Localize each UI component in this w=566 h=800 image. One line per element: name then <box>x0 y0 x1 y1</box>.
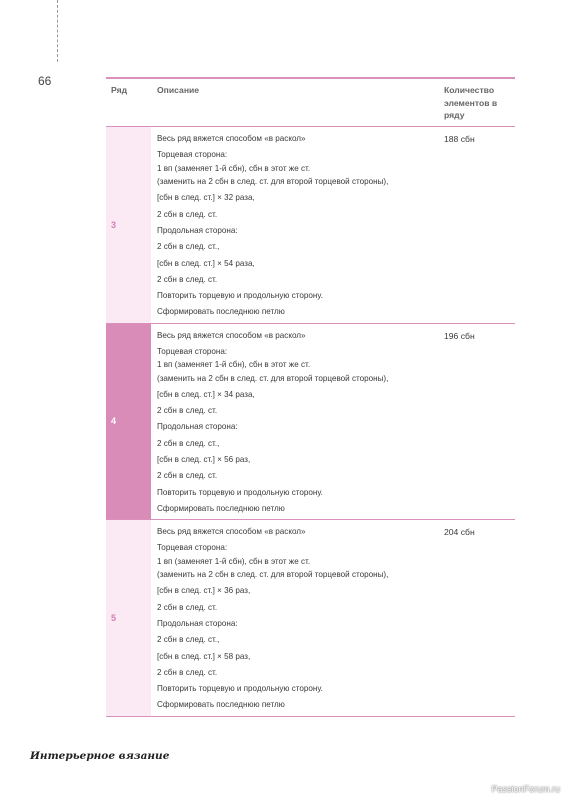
table-row <box>106 520 515 717</box>
header-count: Количество элементов в ряду <box>444 85 498 120</box>
table-row <box>106 324 515 521</box>
table-row <box>106 127 515 324</box>
row-description <box>157 131 440 321</box>
description-line: [сбн в след. ст.] × 36 раз, <box>157 586 251 596</box>
description-line: Продольная сторона: <box>157 618 238 628</box>
row-description <box>157 524 440 714</box>
table-header <box>106 79 515 127</box>
header-row: Ряд <box>111 85 128 95</box>
description-line: Продольная сторона: <box>157 422 238 432</box>
description-line: Торцевая сторона: <box>157 346 228 356</box>
description-line: 1 вп (заменяет 1-й сбн), сбн в этот же ст. <box>157 556 311 566</box>
description-line: 2 сбн в след. ст., <box>157 242 220 252</box>
description-line: (заменить на 2 сбн в след. ст. для второй торцевой стороны), <box>157 570 389 580</box>
description-line: 2 сбн в след. ст. <box>157 209 218 219</box>
description-line: [сбн в след. ст.] × 54 раза, <box>157 258 255 268</box>
description-line: 2 сбн в след. ст., <box>157 635 220 645</box>
description-line: Весь ряд вяжется способом «в раскол» <box>157 134 306 143</box>
row-count: 204 сбн <box>444 527 475 537</box>
description-line: 2 сбн в след. ст., <box>157 438 220 448</box>
row-description <box>157 328 440 518</box>
footer-title: Интерьерное вязание <box>30 750 170 762</box>
header-description: Описание <box>157 85 200 95</box>
page-number: 66 <box>38 74 52 88</box>
row-count: 188 сбн <box>444 134 475 144</box>
description-line: Весь ряд вяжется способом «в раскол» <box>157 330 306 340</box>
description-line: Продольная сторона: <box>157 225 238 235</box>
cut-guide-line <box>57 0 58 62</box>
description-line: Сформировать последнюю петлю <box>157 503 285 513</box>
description-line: 1 вп (заменяет 1-й сбн), сбн в этот же ст. <box>157 163 311 173</box>
row-number: 3 <box>106 127 151 323</box>
description-line: Повторить торцевую и продольную сторону. <box>157 487 323 497</box>
description-line: Повторить торцевую и продольную сторону. <box>157 291 323 301</box>
description-line: Повторить торцевую и продольную сторону. <box>157 684 323 694</box>
row-number: 5 <box>106 520 151 716</box>
description-line: 2 сбн в след. ст. <box>157 274 218 284</box>
description-line: Весь ряд вяжется способом «в раскол» <box>157 527 306 536</box>
description-line: Торцевая сторона: <box>157 543 228 553</box>
description-line: 2 сбн в след. ст. <box>157 471 218 481</box>
description-line: 2 сбн в след. ст. <box>157 667 218 677</box>
description-line: [сбн в след. ст.] × 58 раз, <box>157 651 251 661</box>
description-line: (заменить на 2 сбн в след. ст. для второй торцевой стороны), <box>157 177 389 187</box>
description-line: [сбн в след. ст.] × 34 раза, <box>157 389 255 399</box>
table-body <box>106 127 515 717</box>
description-line: Торцевая сторона: <box>157 150 228 160</box>
watermark: PassionForum.ru <box>491 784 560 794</box>
description-line: 1 вп (заменяет 1-й сбн), сбн в этот же ст. <box>157 360 311 370</box>
row-number: 4 <box>106 324 151 520</box>
description-line: 2 сбн в след. ст. <box>157 602 218 612</box>
pattern-table <box>106 77 515 717</box>
row-count: 196 сбн <box>444 330 475 341</box>
description-line: Сформировать последнюю петлю <box>157 307 285 317</box>
description-line: [сбн в след. ст.] × 32 раза, <box>157 193 255 203</box>
description-line: 2 сбн в след. ст. <box>157 406 218 416</box>
description-line: Сформировать последнюю петлю <box>157 700 285 710</box>
description-line: (заменить на 2 сбн в след. ст. для второй торцевой стороны), <box>157 373 389 383</box>
description-line: [сбн в след. ст.] × 56 раз, <box>157 455 251 465</box>
